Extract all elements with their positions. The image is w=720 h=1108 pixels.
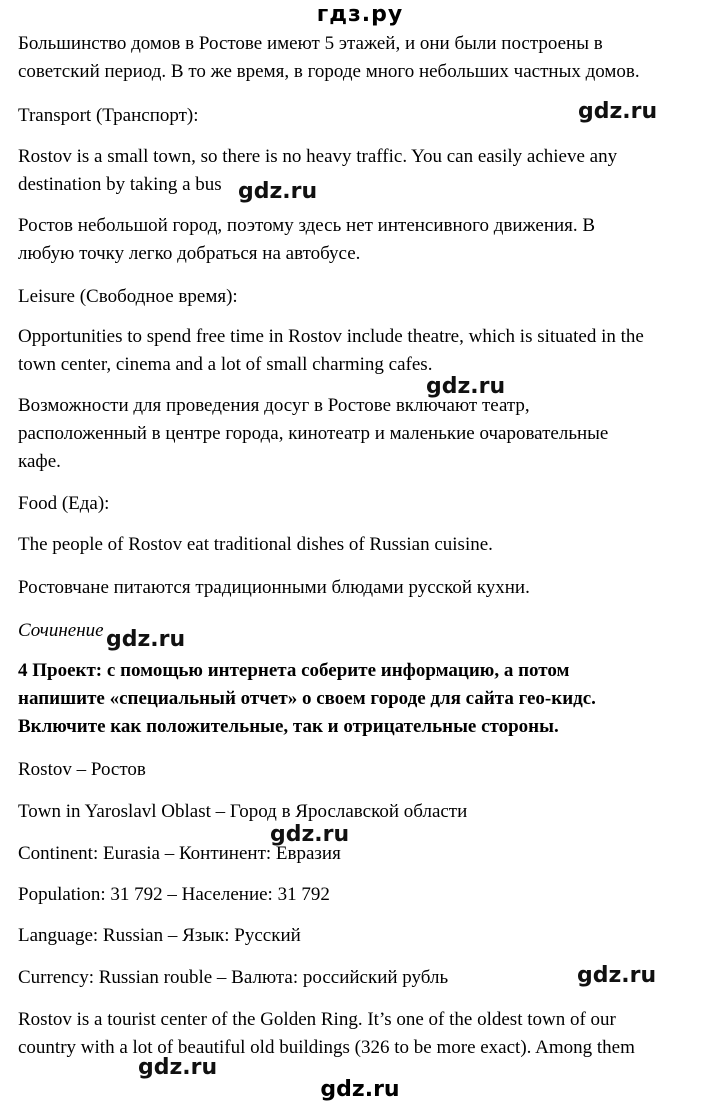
fact-town: Town in Yaroslavl Oblast – Город в Ярославской области xyxy=(18,801,468,822)
paragraph-food-ru: Ростовчане питаются традиционными блюдами русской кухни. xyxy=(18,577,530,598)
transport-heading: Transport (Транспорт): xyxy=(18,105,199,126)
paragraph-golden-ring-en: Rostov is a tourist center of the Golden Ring. It’s one of the oldest town of our country with a lot of beautiful old buildings (326 to be more exact). Among them xyxy=(18,1009,635,1058)
fact-name: Rostov – Ростов xyxy=(18,759,146,780)
watermark: gdz.ru xyxy=(106,627,186,652)
task-heading: 4 Проект: с помощью интернета соберите информацию, а потом напишите «специальный отчет» о своем городе для сайта гео-кидс. Включите как положительные, так и отрицательные стороны. xyxy=(18,660,596,737)
site-footer: gdz.ru xyxy=(320,1077,400,1102)
watermark: gdz.ru xyxy=(138,1055,218,1080)
fact-population: Population: 31 792 – Население: 31 792 xyxy=(18,884,330,905)
watermark: gdz.ru xyxy=(270,822,350,847)
watermark: gdz.ru xyxy=(426,374,506,399)
food-heading: Food (Еда): xyxy=(18,493,110,514)
essay-label: Сочинение xyxy=(18,620,104,641)
watermark: gdz.ru xyxy=(577,963,657,988)
paragraph-houses-ru: Большинство домов в Ростове имеют 5 этажей, и они были построены в советский период. В то же время, в городе много небольших частных домов. xyxy=(18,33,640,82)
paragraph-transport-ru: Ростов небольшой город, поэтому здесь нет интенсивного движения. В любую точку легко добраться на автобусе. xyxy=(18,215,596,264)
paragraph-leisure-en: Opportunities to spend free time in Rostov include theatre, which is situated in the town center, cinema and a lot of small charming cafes. xyxy=(18,326,644,375)
watermark: gdz.ru xyxy=(238,179,318,204)
paragraph-transport-en: Rostov is a small town, so there is no heavy traffic. You can easily achieve any destination by taking a bus xyxy=(18,146,618,195)
leisure-heading: Leisure (Свободное время): xyxy=(18,286,238,307)
fact-currency: Currency: Russian rouble – Валюта: российский рубль xyxy=(18,967,449,988)
watermark: gdz.ru xyxy=(578,99,658,124)
site-header: гдз.ру xyxy=(316,2,404,27)
fact-language: Language: Russian – Язык: Русский xyxy=(18,925,301,946)
paragraph-leisure-ru: Возможности для проведения досуг в Ростове включают театр, расположенный в центре города, кинотеатр и маленькие очаровательные кафе. xyxy=(18,395,609,472)
paragraph-food-en: The people of Rostov eat traditional dishes of Russian cuisine. xyxy=(18,534,493,555)
fact-continent: Continent: Eurasia – Континент: Евразия xyxy=(18,843,341,864)
